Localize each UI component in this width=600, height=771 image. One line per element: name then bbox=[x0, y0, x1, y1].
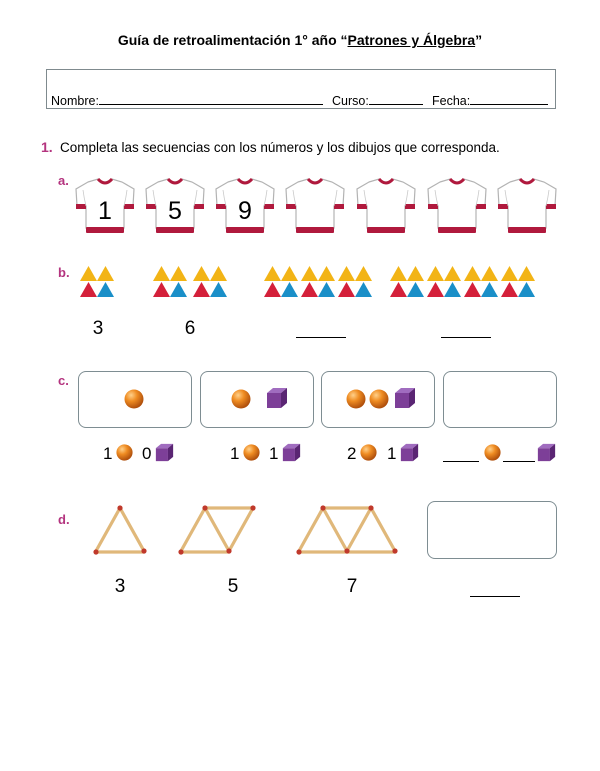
c-sphere-count-3: 2 bbox=[347, 444, 357, 463]
d-value-3: 7 bbox=[346, 576, 358, 597]
item-c-label: c. bbox=[58, 373, 69, 388]
nombre-label: Nombre: bbox=[51, 94, 99, 108]
d-answer-blank[interactable] bbox=[470, 596, 520, 597]
c-cube-count-3: 1 bbox=[387, 444, 397, 463]
item-a-label: a. bbox=[58, 173, 69, 188]
shirt-number: 9 bbox=[238, 197, 252, 225]
curso-label: Curso: bbox=[332, 94, 369, 108]
c-sphere-count-2: 1 bbox=[230, 444, 240, 463]
c-cube-count-2: 1 bbox=[269, 444, 279, 463]
c-sphere-count-1: 1 bbox=[103, 444, 113, 463]
shirt-number: 1 bbox=[98, 197, 112, 225]
b-value-2: 6 bbox=[184, 318, 196, 339]
d-value-1: 3 bbox=[114, 576, 126, 597]
question-number: 1. bbox=[41, 139, 53, 155]
item-d-label: d. bbox=[58, 512, 70, 527]
fecha-label: Fecha: bbox=[432, 94, 471, 108]
shirt-number: 5 bbox=[168, 197, 182, 225]
item-b-label: b. bbox=[58, 265, 70, 280]
c-cube-count-1: 0 bbox=[142, 444, 152, 463]
d-answer-box[interactable] bbox=[427, 501, 557, 559]
b-value-1: 3 bbox=[92, 318, 104, 339]
d-value-2: 5 bbox=[227, 576, 239, 597]
page-title: Guía de retroalimentación 1° año “Patrones y Álgebra” bbox=[117, 32, 483, 48]
question-text: Completa las secuencias con los números y los dibujos que corresponda. bbox=[60, 140, 500, 155]
